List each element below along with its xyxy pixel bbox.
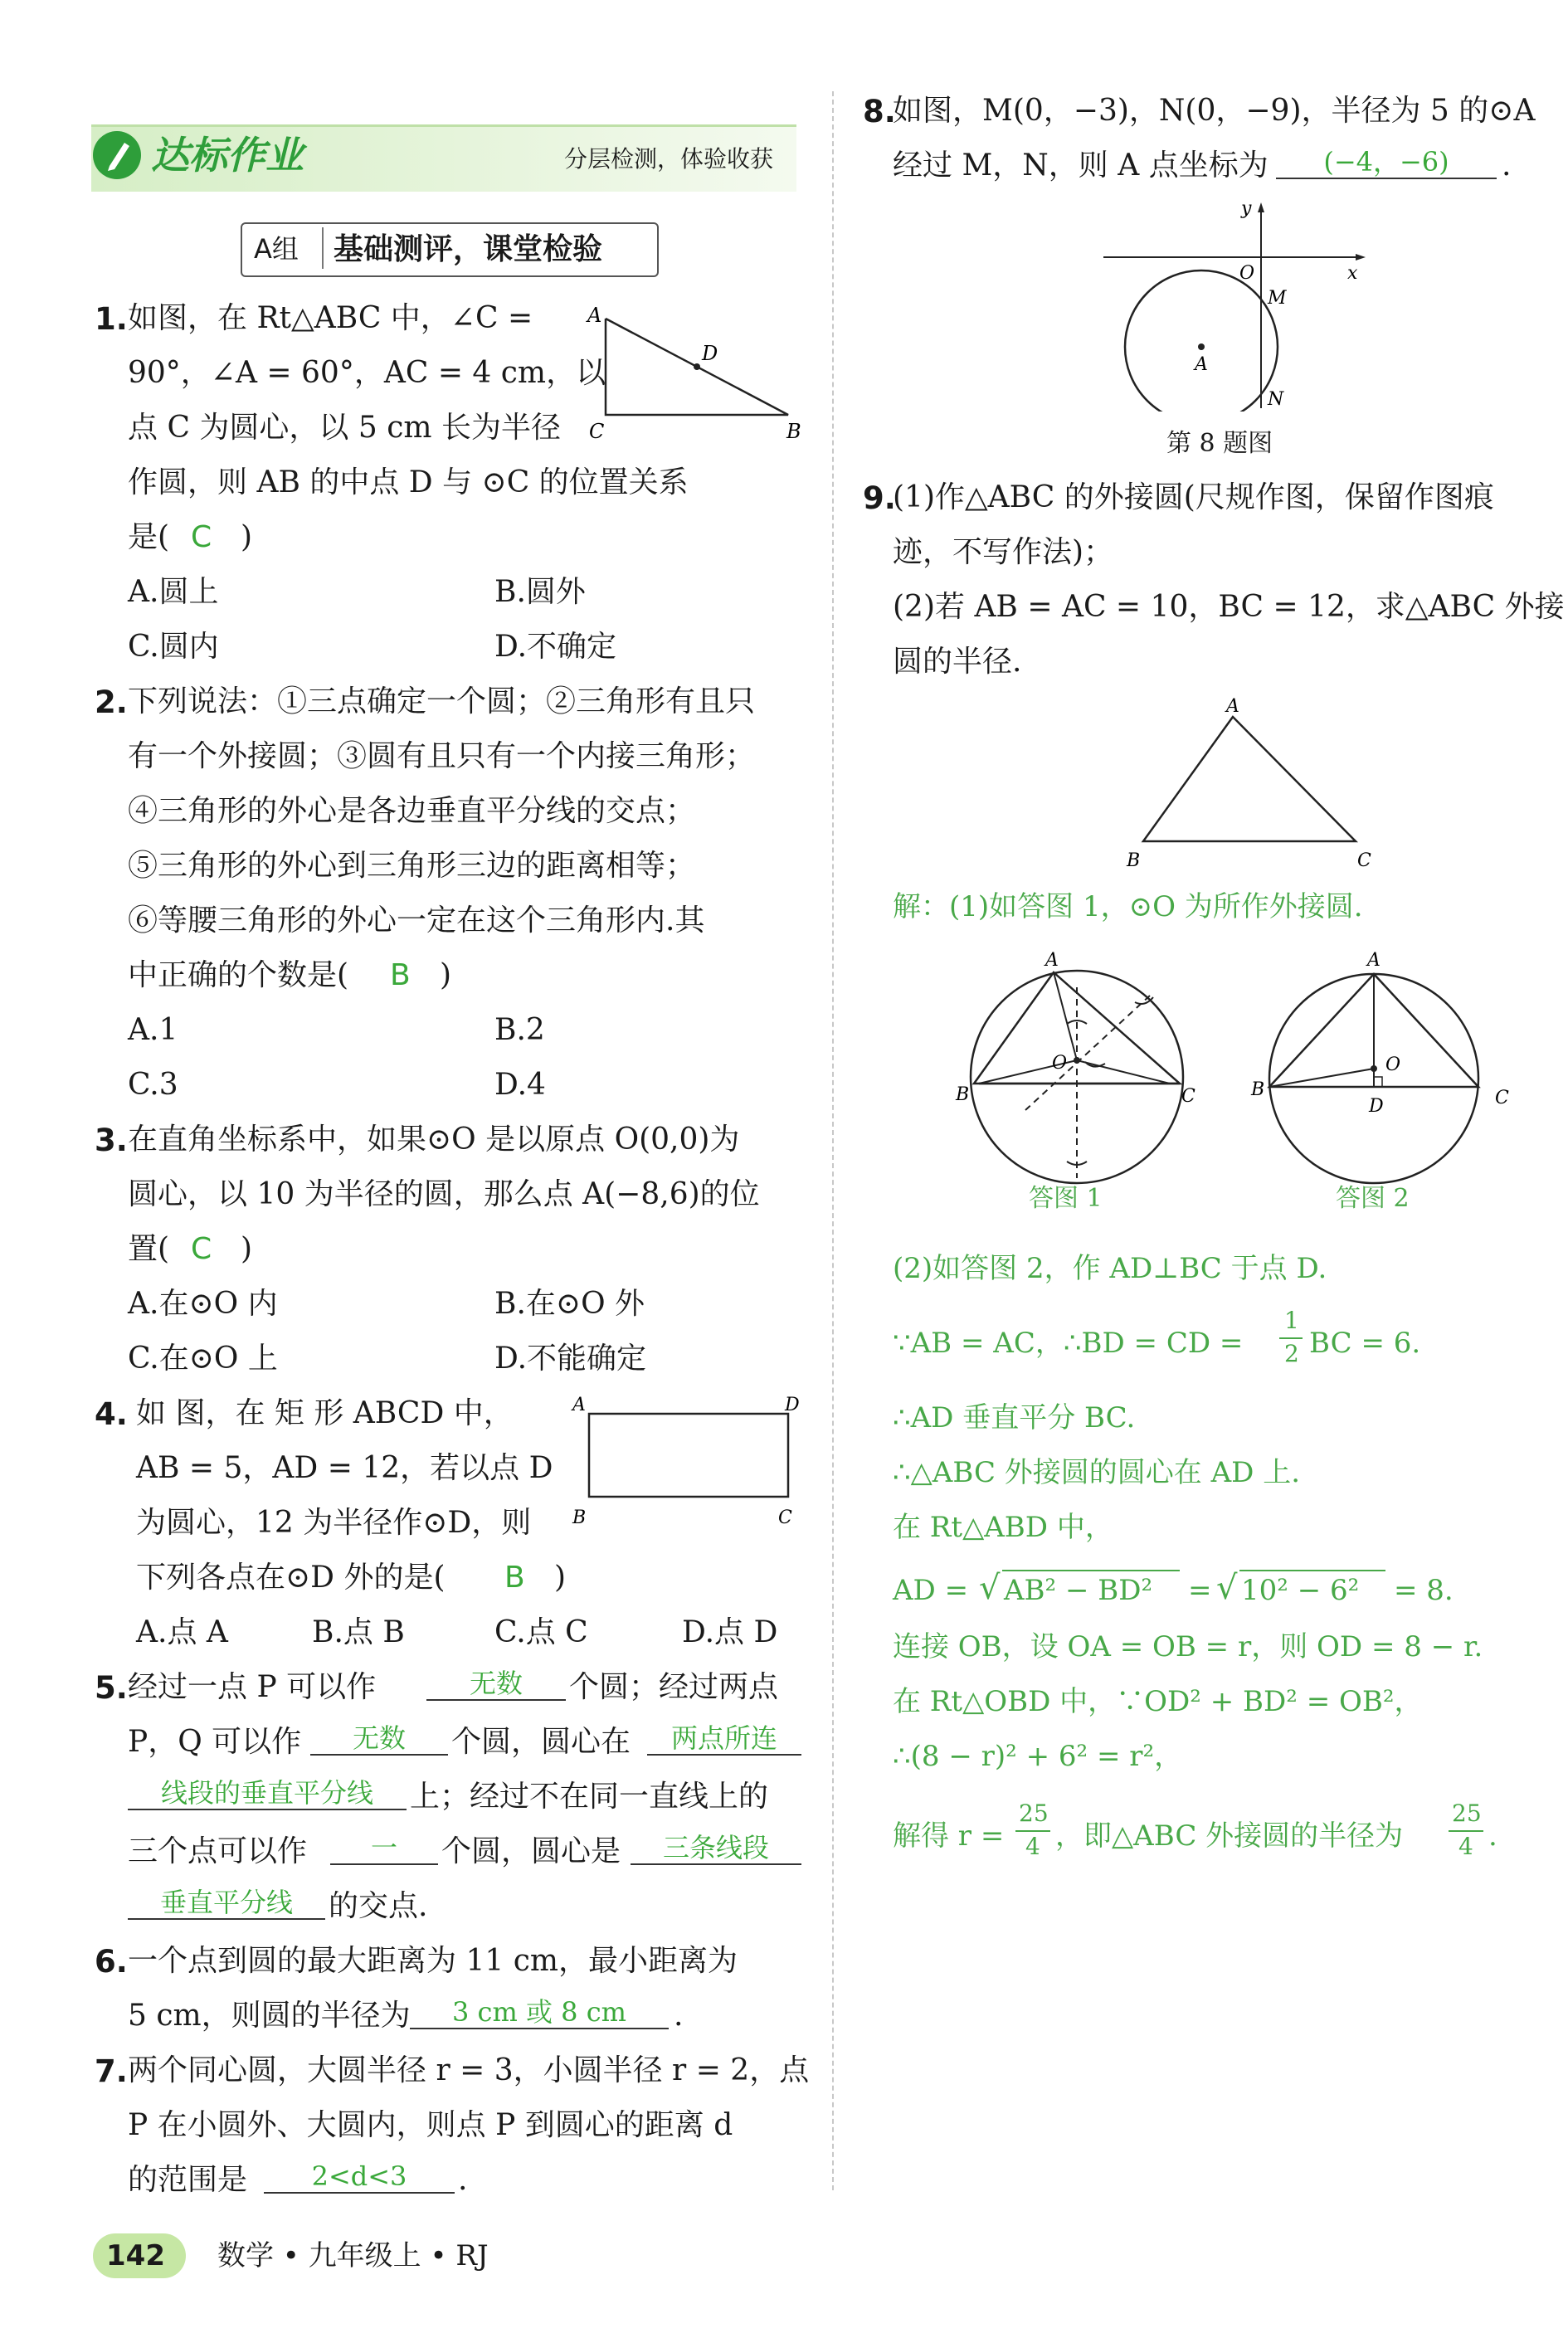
solution-step8: 连接 OB，设 OA = OB = r，则 OD = 8 − r. (893, 1630, 1483, 1663)
q5-text7: 个圆，圆心是 (441, 1834, 621, 1868)
q6-line1: 一个点到圆的最大距离为 11 cm，最小距离为 (128, 1944, 738, 1978)
q9-line4: 圆的半径. (893, 645, 1022, 679)
solution-step11-num: 25 (1019, 1800, 1049, 1827)
q2-line3: ④三角形的外心是各边垂直平分线的交点； (128, 794, 696, 828)
q5-text1: 经过一点 P 可以作 (128, 1670, 377, 1704)
q4-line4-pre: 下列各点在⊙D 外的是( (136, 1561, 446, 1595)
q1-option-a: A.圆上 (128, 575, 219, 609)
solution-step11-den2: 4 (1458, 1833, 1473, 1860)
q3-line2: 圆心，以 10 为半径的圆，那么点 A(−8,6)的位 (128, 1177, 760, 1211)
q1-line1: 如图，在 Rt△ABC 中，∠C = (128, 301, 533, 335)
solution-fig2-label-c: C (1495, 1088, 1509, 1108)
q9-figure (1112, 695, 1385, 878)
q7-line2: P 在小圆外、大圆内，则点 P 到圆心的距离 d (128, 2108, 733, 2142)
q3-number: 3. (95, 1123, 128, 1158)
solution-step1: 解：(1)如答图 1，⊙O 为所作外接圆. (893, 890, 1363, 923)
q4-figure (564, 1391, 813, 1532)
q2-option-a: A.1 (128, 1013, 178, 1047)
q7-answer: 2<d<3 (264, 2160, 455, 2194)
q5-text4: 个圆，圆心在 (451, 1725, 631, 1759)
q4-label-a: A (572, 1395, 586, 1415)
q6-number: 6. (95, 1944, 128, 1980)
q2-option-c: C.3 (128, 1068, 178, 1102)
q8-label-o: O (1239, 263, 1255, 284)
q9-line2: 迹，不写作法)； (893, 535, 1114, 569)
footer-page-number: 142 (106, 2239, 165, 2272)
q1-figure (581, 299, 805, 448)
solution-step11-num2: 25 (1452, 1800, 1482, 1827)
q5-answer5b: 垂直平分线 (128, 1887, 325, 1920)
q1-label-d: D (702, 342, 718, 365)
q8-line2-pre: 经过 M，N，则 A 点坐标为 (893, 149, 1269, 183)
solution-step7-pre: AD = (893, 1574, 969, 1607)
solution-step6: 在 Rt△ABD 中， (893, 1511, 1113, 1544)
solution-step3-num: 1 (1284, 1307, 1299, 1334)
q8-number: 8. (863, 94, 896, 129)
q8-label-x: x (1347, 263, 1358, 284)
q1-label-b: B (786, 420, 801, 443)
solution-step7-post: = 8. (1394, 1574, 1454, 1607)
q4-option-a: A.点 A (136, 1615, 228, 1649)
q5-text8: 的交点. (329, 1889, 428, 1923)
q4-option-c: C.点 C (494, 1615, 588, 1649)
q3-line3-post: ) (241, 1232, 253, 1266)
q2-last-post: ) (440, 958, 452, 992)
solution-step11-den: 4 (1025, 1833, 1040, 1860)
q1-number: 1. (95, 301, 128, 337)
q2-line1: 下列说法：①三点确定一个圆；②三角形有且只 (128, 684, 756, 718)
column-divider (832, 91, 834, 2190)
solution-fig2-label-a: A (1367, 950, 1381, 971)
q2-option-b: B.2 (494, 1013, 545, 1047)
solution-step7-vinculum1 (1002, 1570, 1180, 1571)
q2-answer: B (390, 958, 411, 992)
q4-option-b: B.点 B (312, 1615, 405, 1649)
q4-label-b: B (572, 1507, 587, 1528)
solution-fig1-label-b: B (956, 1084, 970, 1105)
q1-label-a: A (587, 304, 602, 327)
q4-number: 4. (95, 1396, 128, 1432)
q4-line1: 如 图，在 矩 形 ABCD 中， (136, 1396, 514, 1430)
solution-step3-post: BC = 6. (1309, 1327, 1421, 1360)
q6-line2-post: . (674, 1999, 684, 2033)
q7-number: 7. (95, 2053, 128, 2089)
solution-step9: 在 Rt△OBD 中，∵OD² + BD² = OB²， (893, 1685, 1423, 1718)
q3-option-c: C.在⊙O 上 (128, 1342, 278, 1376)
q1-line4: 作圆，则 AB 的中点 D 与 ⊙C 的位置关系 (128, 465, 689, 499)
q9-label-c: C (1357, 850, 1371, 871)
solution-step7-mid: = (1188, 1574, 1212, 1607)
q3-option-b: B.在⊙O 外 (494, 1287, 645, 1321)
q8-label-y: y (1241, 198, 1252, 219)
q5-answer2: 无数 (310, 1722, 448, 1756)
q9-number: 9. (863, 480, 896, 516)
group-tag: A组 (254, 233, 299, 265)
q8-label-a: A (1195, 354, 1208, 375)
q2-line2: 有一个外接圆；③圆有且只有一个内接三角形； (128, 739, 756, 773)
solution-step7-radicand1: AB² − BD² (1004, 1574, 1153, 1607)
q1-line3: 点 C 为圆心，以 5 cm 长为半径 (128, 411, 561, 445)
solution-step3-pre: ∵AB = AC，∴BD = CD = (893, 1327, 1244, 1360)
q2-line4: ⑤三角形的外心到三角形三边的距离相等； (128, 849, 696, 883)
q1-option-b: B.圆外 (494, 575, 586, 609)
q4-line4-post: ) (554, 1561, 567, 1595)
q4-line3: 为圆心，12 为半径作⊙D，则 (136, 1506, 532, 1540)
solution-fig1-label-a: A (1045, 950, 1059, 971)
q1-line2: 90°，∠A = 60°，AC = 4 cm，以 (128, 356, 606, 390)
solution-fig1-caption: 答图 1 (1029, 1184, 1103, 1213)
q8-caption: 第 8 题图 (1166, 429, 1273, 458)
q6-line2-pre: 5 cm，则圆的半径为 (128, 1999, 411, 2033)
q2-line5: ⑥等腰三角形的外心一定在这个三角形内.其 (128, 903, 705, 938)
q9-line1: (1)作△ABC 的外接圆(尺规作图，保留作图痕 (893, 480, 1494, 514)
q5-text3: P，Q 可以作 (128, 1725, 302, 1759)
q5-number: 5. (95, 1670, 128, 1706)
q4-label-c: C (778, 1507, 792, 1528)
q5-answer3b: 线段的垂直平分线 (128, 1777, 407, 1810)
pencil-icon (93, 131, 141, 179)
q9-label-a: A (1226, 696, 1239, 717)
header-title: 达标作业 (151, 133, 304, 178)
q3-option-d: D.不能确定 (494, 1342, 647, 1376)
q9-label-b: B (1127, 850, 1141, 871)
q5-answer5a: 三条线段 (631, 1832, 801, 1865)
solution-step11-fraction-bar2 (1449, 1830, 1483, 1832)
q8-figure (1103, 196, 1385, 412)
solution-fig1-label-o: O (1052, 1053, 1068, 1074)
q3-line1: 在直角坐标系中，如果⊙O 是以原点 O(0,0)为 (128, 1123, 740, 1157)
q1-line5-post: ) (241, 520, 253, 554)
q7-line1: 两个同心圆，大圆半径 r = 3，小圆半径 r = 2，点 (128, 2053, 810, 2087)
group-title: 基础测评，课堂检验 (334, 231, 603, 266)
solution-step10: ∴(8 − r)² + 6² = r²， (893, 1740, 1183, 1773)
q1-answer: C (191, 520, 212, 554)
solution-step7-vinculum2 (1239, 1570, 1385, 1571)
q3-option-a: A.在⊙O 内 (128, 1287, 278, 1321)
solution-fig2-label-b: B (1251, 1079, 1265, 1100)
q1-label-c: C (589, 420, 605, 443)
q4-option-d: D.点 D (682, 1615, 778, 1649)
solution-step7-sqrt2: √ (1216, 1569, 1238, 1607)
solution-fig2-label-d: D (1369, 1096, 1384, 1117)
q1-line5-pre: 是( (128, 520, 170, 554)
solution-step5: ∴△ABC 外接圆的圆心在 AD 上. (893, 1456, 1301, 1489)
q2-number: 2. (95, 684, 128, 720)
q7-line3-pre: 的范围是 (128, 2163, 248, 2197)
q4-answer: B (504, 1561, 525, 1595)
q6-answer: 3 cm 或 8 cm (410, 1996, 669, 2029)
q4-line2: AB = 5，AD = 12，若以点 D (136, 1451, 553, 1485)
q5-answer4: 一 (330, 1832, 438, 1865)
solution-fig1-label-c: C (1181, 1086, 1195, 1107)
q7-line3-post: . (458, 2163, 468, 2197)
solution-step11-pre: 解得 r = (893, 1819, 1005, 1853)
header-subtitle: 分层检测，体验收获 (564, 145, 774, 173)
solution-step3-fraction-bar (1279, 1337, 1303, 1339)
q8-line2-post: . (1502, 149, 1512, 183)
solution-step7-radicand2: 10² − 6² (1241, 1574, 1360, 1607)
q1-option-d: D.不确定 (494, 630, 617, 664)
footer-text: 数学 • 九年级上 • RJ (217, 2239, 489, 2272)
q5-answer3a: 两点所连 (647, 1722, 801, 1756)
q1-option-c: C.圆内 (128, 630, 219, 664)
q5-text2: 个圆；经过两点 (569, 1670, 779, 1704)
solution-figure1 (946, 938, 1220, 1211)
q8-label-n: N (1268, 389, 1284, 410)
q2-last-pre: 中正确的个数是( (128, 958, 349, 992)
q8-answer: (−4，−6) (1276, 146, 1497, 179)
q4-label-d: D (785, 1395, 800, 1415)
solution-figure2 (1244, 938, 1527, 1211)
q5-text6: 三个点可以作 (128, 1834, 308, 1868)
q3-line3-pre: 置( (128, 1232, 170, 1266)
solution-step7-sqrt1: √ (979, 1569, 1001, 1607)
solution-fig2-label-o: O (1385, 1054, 1401, 1075)
q2-option-d: D.4 (494, 1068, 546, 1102)
q8-line1: 如图，M(0，−3)，N(0，−9)，半径为 5 的⊙A (893, 94, 1536, 128)
q8-label-m: M (1268, 288, 1287, 309)
pencil-glyph (93, 131, 141, 179)
solution-step3-den: 2 (1284, 1340, 1299, 1367)
solution-step11-post: . (1488, 1819, 1497, 1853)
q3-answer: C (191, 1232, 212, 1266)
q5-text5: 上；经过不在同一直线上的 (410, 1780, 769, 1814)
group-divider (322, 227, 324, 269)
solution-step4: ∴AD 垂直平分 BC. (893, 1401, 1136, 1434)
q9-line3: (2)若 AB = AC = 10，BC = 12，求△ABC 外接 (893, 590, 1565, 624)
solution-fig2-caption: 答图 2 (1336, 1184, 1410, 1213)
solution-step11-mid: ，即△ABC 外接圆的半径为 (1055, 1819, 1404, 1853)
solution-step2: (2)如答图 2，作 AD⊥BC 于点 D. (893, 1252, 1327, 1285)
q5-answer1: 无数 (426, 1668, 566, 1701)
solution-step11-fraction-bar (1015, 1830, 1050, 1832)
